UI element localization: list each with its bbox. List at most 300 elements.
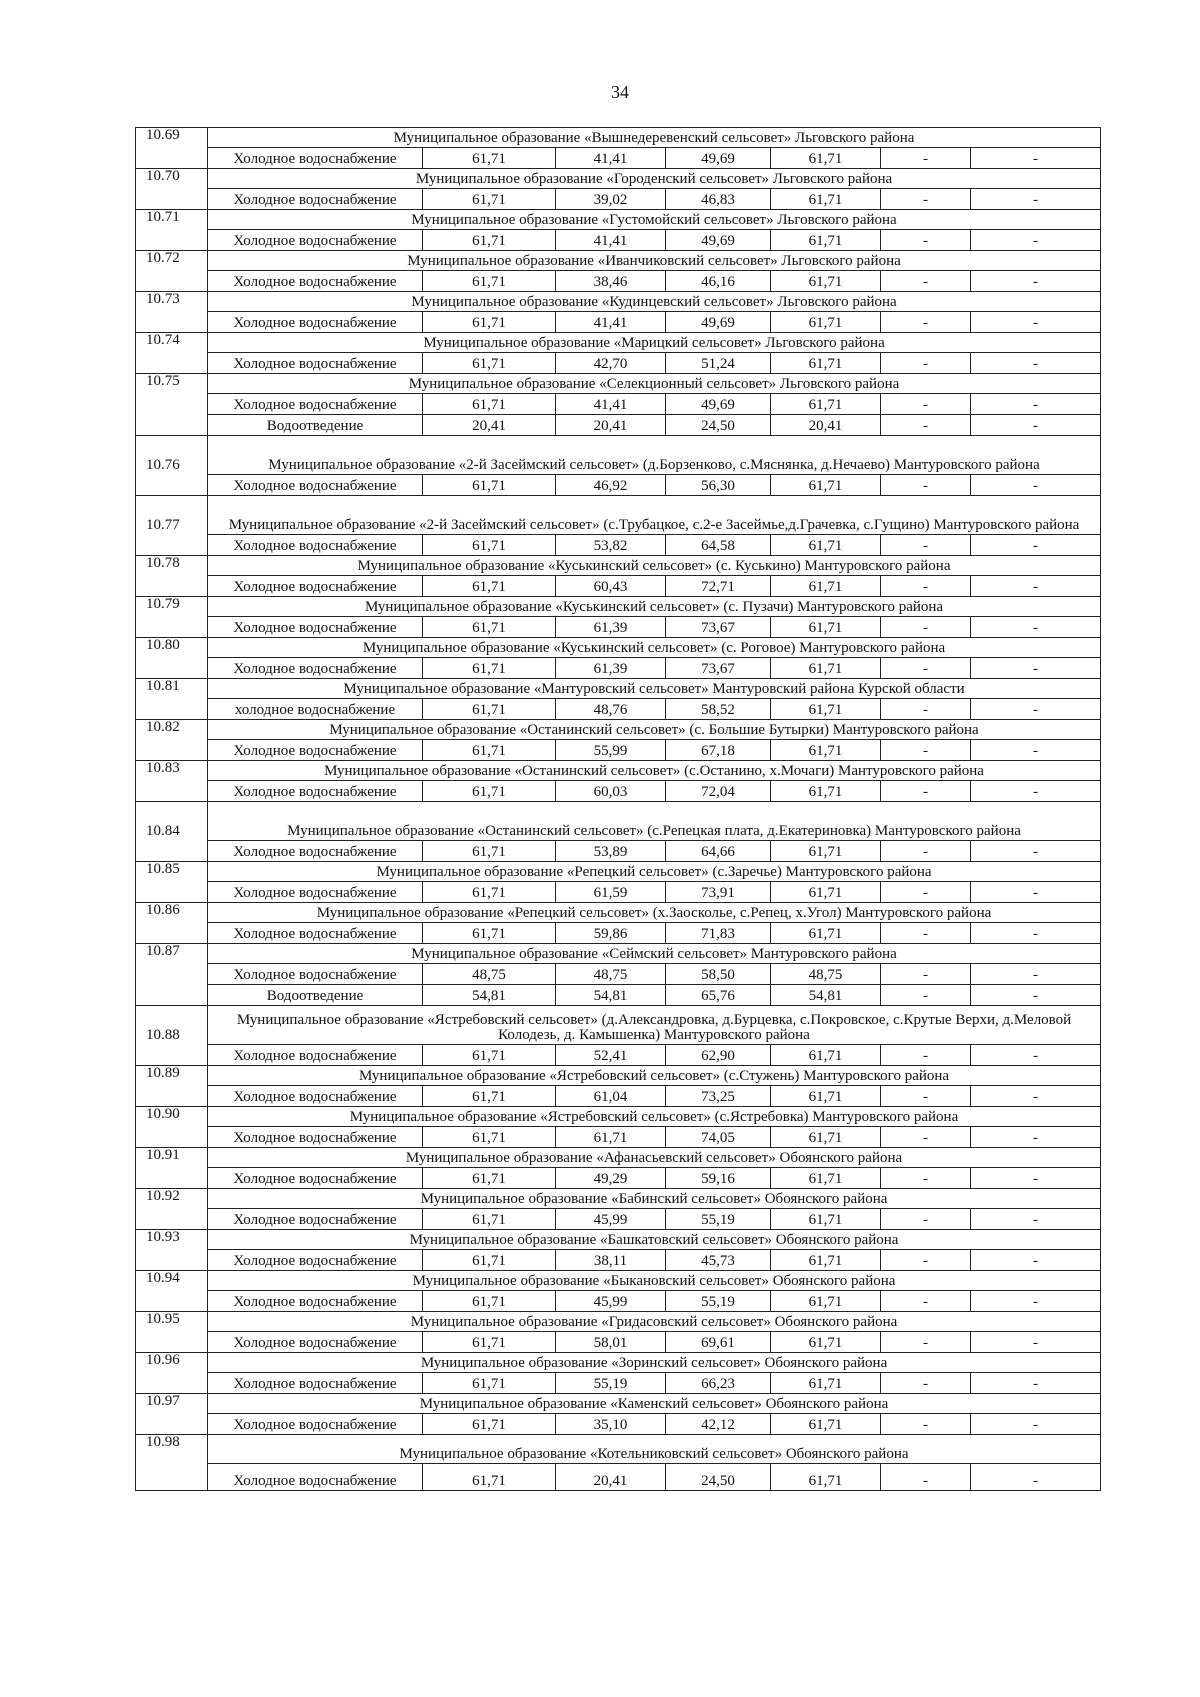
municipality-row [136, 597, 1101, 617]
service-name: Холодное водоснабжение [208, 658, 423, 679]
tariff-value: 61,71 [423, 1464, 556, 1491]
tariff-value: - [971, 1086, 1101, 1107]
tariff-value: - [881, 230, 971, 251]
tariff-value: - [881, 617, 971, 638]
municipality-title: Муниципальное образование «Быкановский сельсовет» Обоянского района [208, 1271, 1101, 1291]
tariff-value: 41,41 [556, 394, 666, 415]
tariff-value: 24,50 [666, 1464, 771, 1491]
municipality-title: Муниципальное образование «Марицкий сельсовет» Льговского района [208, 333, 1101, 353]
tariff-value: - [881, 394, 971, 415]
tariff-value: 52,41 [556, 1045, 666, 1066]
row-code: 10.92 [136, 1189, 208, 1230]
municipality-title: Муниципальное образование «Зоринский сельсовет» Обоянского района [208, 1353, 1101, 1373]
service-name: Холодное водоснабжение [208, 882, 423, 903]
service-name: Холодное водоснабжение [208, 1250, 423, 1271]
municipality-row [136, 292, 1101, 312]
tariff-value: - [881, 475, 971, 496]
municipality-title: Муниципальное образование «Городенский сельсовет» Льговского района [208, 169, 1101, 189]
tariff-value: 61,71 [423, 617, 556, 638]
tariff-value: 56,30 [666, 475, 771, 496]
service-name: Холодное водоснабжение [208, 1464, 423, 1491]
tariff-value: 20,41 [771, 415, 881, 436]
service-name: Холодное водоснабжение [208, 1086, 423, 1107]
tariff-value: 61,71 [423, 1250, 556, 1271]
municipality-row [136, 802, 1101, 841]
tariff-value: 61,71 [423, 1414, 556, 1435]
tariff-value: 61,71 [771, 1250, 881, 1271]
service-row [136, 617, 1101, 638]
municipality-title: Муниципальное образование «Куськинский сельсовет» (с. Куськино) Мантуровского района [208, 556, 1101, 576]
tariff-value: - [881, 1250, 971, 1271]
tariff-value: - [881, 1045, 971, 1066]
municipality-title: Муниципальное образование «Останинский сельсовет» (с.Останино, х.Мочаги) Мантуровского района [208, 761, 1101, 781]
municipality-title: Муниципальное образование «Останинский сельсовет» (с. Большие Бутырки) Мантуровского района [208, 720, 1101, 740]
service-name: Холодное водоснабжение [208, 964, 423, 985]
row-code: 10.71 [136, 210, 208, 251]
row-code: 10.73 [136, 292, 208, 333]
tariff-value: 45,73 [666, 1250, 771, 1271]
tariff-value: 61,71 [423, 882, 556, 903]
tariff-value: 41,41 [556, 148, 666, 169]
tariff-value: 61,71 [771, 923, 881, 944]
service-row [136, 1086, 1101, 1107]
tariff-value: 49,69 [666, 394, 771, 415]
tariff-value: 61,71 [771, 1045, 881, 1066]
service-row [136, 1291, 1101, 1312]
tariff-value: 61,71 [771, 535, 881, 556]
municipality-title: Муниципальное образование «Репецкий сельсовет» (х.Заосколье, с.Репец, х.Угол) Мантуровского района [208, 903, 1101, 923]
tariff-value: 61,04 [556, 1086, 666, 1107]
tariff-value: 46,83 [666, 189, 771, 210]
municipality-title: Муниципальное образование «Ястребовский сельсовет» (с.Стужень) Мантуровского района [208, 1066, 1101, 1086]
tariff-value: 61,71 [423, 394, 556, 415]
municipality-title: Муниципальное образование «Гридасовский сельсовет» Обоянского района [208, 1312, 1101, 1332]
tariff-value: - [971, 658, 1101, 679]
tariff-value: 61,71 [771, 1168, 881, 1189]
tariff-value: 55,19 [666, 1209, 771, 1230]
tariff-value: 54,81 [423, 985, 556, 1006]
tariff-value: - [971, 1373, 1101, 1394]
municipality-title: Муниципальное образование «Каменский сельсовет» Обоянского района [208, 1394, 1101, 1414]
row-code: 10.76 [136, 436, 208, 496]
service-name: Холодное водоснабжение [208, 1291, 423, 1312]
tariff-value: - [971, 841, 1101, 862]
tariff-value: - [881, 312, 971, 333]
tariff-value: 53,82 [556, 535, 666, 556]
municipality-row [136, 720, 1101, 740]
tariff-value: 67,18 [666, 740, 771, 761]
service-name: Холодное водоснабжение [208, 1209, 423, 1230]
service-name: Холодное водоснабжение [208, 617, 423, 638]
municipality-row [136, 1353, 1101, 1373]
tariff-value: 61,59 [556, 882, 666, 903]
tariff-value: - [881, 1373, 971, 1394]
municipality-row [136, 333, 1101, 353]
tariff-value: 61,71 [423, 1373, 556, 1394]
tariff-value: 61,71 [771, 1332, 881, 1353]
tariff-value: - [881, 740, 971, 761]
row-code: 10.85 [136, 862, 208, 903]
page-number: 34 [611, 82, 629, 102]
row-code: 10.93 [136, 1230, 208, 1271]
tariff-value: 61,71 [423, 781, 556, 802]
tariff-value: 64,66 [666, 841, 771, 862]
tariff-value: - [971, 415, 1101, 436]
service-name: Холодное водоснабжение [208, 1168, 423, 1189]
service-name: Холодное водоснабжение [208, 1373, 423, 1394]
municipality-title: Муниципальное образование «Сеймский сельсовет» Мантуровского района [208, 944, 1101, 964]
tariff-value: 61,71 [423, 699, 556, 720]
tariff-value: - [971, 535, 1101, 556]
municipality-row [136, 1394, 1101, 1414]
service-row [136, 1332, 1101, 1353]
tariff-value: - [881, 1332, 971, 1353]
tariff-value: 55,19 [556, 1373, 666, 1394]
municipality-row [136, 1066, 1101, 1086]
tariff-value: 60,43 [556, 576, 666, 597]
tariff-value: 61,71 [423, 148, 556, 169]
tariff-value: 65,76 [666, 985, 771, 1006]
service-row [136, 882, 1101, 903]
tariff-value: 59,16 [666, 1168, 771, 1189]
municipality-title: Муниципальное образование «Репецкий сельсовет» (с.Заречье) Мантуровского района [208, 862, 1101, 882]
tariff-value: 61,71 [771, 148, 881, 169]
tariff-value: 64,58 [666, 535, 771, 556]
municipality-row [136, 556, 1101, 576]
municipality-row [136, 1435, 1101, 1464]
tariff-value: 38,11 [556, 1250, 666, 1271]
service-name: Холодное водоснабжение [208, 535, 423, 556]
municipality-row [136, 944, 1101, 964]
service-row [136, 394, 1101, 415]
tariff-value: 20,41 [556, 1464, 666, 1491]
tariff-value: 24,50 [666, 415, 771, 436]
service-name: Холодное водоснабжение [208, 1332, 423, 1353]
service-name: Холодное водоснабжение [208, 576, 423, 597]
tariff-value: 74,05 [666, 1127, 771, 1148]
tariff-value: 61,71 [771, 312, 881, 333]
service-row [136, 189, 1101, 210]
service-row [136, 415, 1101, 436]
tariff-value: - [971, 394, 1101, 415]
row-code: 10.70 [136, 169, 208, 210]
tariff-value: 41,41 [556, 230, 666, 251]
tariff-value: - [881, 964, 971, 985]
row-code: 10.78 [136, 556, 208, 597]
tariff-value: 61,71 [423, 923, 556, 944]
tariff-value: 61,71 [423, 740, 556, 761]
tariff-value: 66,23 [666, 1373, 771, 1394]
municipality-row [136, 1271, 1101, 1291]
service-row [136, 1127, 1101, 1148]
municipality-row [136, 210, 1101, 230]
tariff-value: 61,71 [771, 353, 881, 374]
service-name: Холодное водоснабжение [208, 923, 423, 944]
tariff-value: 61,71 [771, 658, 881, 679]
row-code: 10.84 [136, 802, 208, 862]
tariff-value: - [971, 475, 1101, 496]
tariff-value: 45,99 [556, 1209, 666, 1230]
tariff-value: - [881, 148, 971, 169]
row-code: 10.77 [136, 496, 208, 556]
service-name: Холодное водоснабжение [208, 1127, 423, 1148]
tariff-value: 73,67 [666, 658, 771, 679]
service-name: Холодное водоснабжение [208, 1414, 423, 1435]
service-name: Холодное водоснабжение [208, 148, 423, 169]
municipality-title: Муниципальное образование «Башкатовский сельсовет» Обоянского района [208, 1230, 1101, 1250]
row-code: 10.80 [136, 638, 208, 679]
tariff-value: - [881, 1414, 971, 1435]
service-name: Холодное водоснабжение [208, 312, 423, 333]
municipality-title: Муниципальное образование «Останинский сельсовет» (с.Репецкая плата, д.Екатериновка) Мантуровского района [208, 802, 1101, 841]
municipality-row [136, 862, 1101, 882]
municipality-row [136, 761, 1101, 781]
tariff-value: 20,41 [423, 415, 556, 436]
tariff-value: - [971, 740, 1101, 761]
tariff-value: 61,71 [771, 271, 881, 292]
service-name: Водоотведение [208, 415, 423, 436]
tariff-value: 48,75 [556, 964, 666, 985]
service-row [136, 841, 1101, 862]
tariff-value: 46,92 [556, 475, 666, 496]
service-name: Холодное водоснабжение [208, 1045, 423, 1066]
service-row [136, 699, 1101, 720]
service-row [136, 353, 1101, 374]
tariff-value: - [881, 923, 971, 944]
tariff-value: 61,71 [423, 841, 556, 862]
service-row [136, 658, 1101, 679]
tariff-value: - [881, 1127, 971, 1148]
tariff-value: 61,71 [771, 1127, 881, 1148]
tariff-value: - [881, 699, 971, 720]
tariff-value: - [971, 699, 1101, 720]
tariff-value: - [971, 1464, 1101, 1491]
municipality-row [136, 169, 1101, 189]
tariff-value: 61,71 [423, 353, 556, 374]
municipality-row [136, 1148, 1101, 1168]
row-code: 10.88 [136, 1006, 208, 1066]
tariff-value: 54,81 [771, 985, 881, 1006]
service-name: Холодное водоснабжение [208, 271, 423, 292]
tariff-value: 42,12 [666, 1414, 771, 1435]
tariff-value: 58,52 [666, 699, 771, 720]
service-name: Холодное водоснабжение [208, 189, 423, 210]
tariff-value: 58,01 [556, 1332, 666, 1353]
tariff-value: 61,71 [771, 882, 881, 903]
municipality-row [136, 1006, 1101, 1045]
tariff-value: - [971, 1209, 1101, 1230]
tariff-value: - [881, 271, 971, 292]
municipality-row [136, 903, 1101, 923]
tariff-value: 72,04 [666, 781, 771, 802]
row-code: 10.95 [136, 1312, 208, 1353]
municipality-row [136, 1107, 1101, 1127]
tariff-value: 61,39 [556, 617, 666, 638]
tariff-value: - [881, 781, 971, 802]
row-code: 10.90 [136, 1107, 208, 1148]
tariff-value: - [971, 1291, 1101, 1312]
municipality-title: Муниципальное образование «Мантуровский сельсовет» Мантуровский района Курской области [208, 679, 1101, 699]
tariff-value: 61,71 [423, 189, 556, 210]
tariff-value: 61,39 [556, 658, 666, 679]
municipality-title: Муниципальное образование «Селекционный сельсовет» Льговского района [208, 374, 1101, 394]
tariff-value: - [971, 1168, 1101, 1189]
tariff-value: - [881, 658, 971, 679]
tariff-value: 61,71 [423, 1332, 556, 1353]
tariff-value: 61,71 [423, 312, 556, 333]
tariff-value: 72,71 [666, 576, 771, 597]
tariff-value: 55,99 [556, 740, 666, 761]
tariff-value: - [971, 985, 1101, 1006]
service-row [136, 1464, 1101, 1491]
tariff-value: 61,71 [771, 576, 881, 597]
municipality-title: Муниципальное образование «Кудинцевский сельсовет» Льговского района [208, 292, 1101, 312]
tariff-value: 53,89 [556, 841, 666, 862]
tariff-value: 61,71 [423, 230, 556, 251]
municipality-row [136, 251, 1101, 271]
tariff-value: 49,69 [666, 230, 771, 251]
municipality-row [136, 436, 1101, 475]
tariff-value: 49,29 [556, 1168, 666, 1189]
row-code: 10.97 [136, 1394, 208, 1435]
tariff-value: 61,71 [771, 740, 881, 761]
municipality-title: Муниципальное образование «Бабинский сельсовет» Обоянского района [208, 1189, 1101, 1209]
tariff-value: 61,71 [771, 1414, 881, 1435]
tariff-value: - [881, 535, 971, 556]
row-code: 10.98 [136, 1435, 208, 1491]
tariff-value: - [881, 415, 971, 436]
row-code: 10.89 [136, 1066, 208, 1107]
tariff-value: - [881, 576, 971, 597]
tariff-value: 73,67 [666, 617, 771, 638]
tariff-value: 61,71 [771, 1464, 881, 1491]
service-row [136, 781, 1101, 802]
tariff-value: - [971, 617, 1101, 638]
service-row [136, 230, 1101, 251]
tariff-table [135, 127, 1101, 1491]
municipality-row [136, 679, 1101, 699]
tariff-value: 61,71 [556, 1127, 666, 1148]
tariff-value: 61,71 [423, 1291, 556, 1312]
tariff-value: 73,91 [666, 882, 771, 903]
tariff-value: - [971, 353, 1101, 374]
row-code: 10.72 [136, 251, 208, 292]
tariff-value: - [971, 923, 1101, 944]
municipality-row [136, 638, 1101, 658]
service-row [136, 475, 1101, 496]
municipality-title: Муниципальное образование «2-й Засеймский сельсовет» (д.Борзенково, с.Мяснянка, д.Нечаево) Мантуровского района [208, 436, 1101, 475]
tariff-value: 61,71 [771, 617, 881, 638]
municipality-title: Муниципальное образование «Ястребовский сельсовет» (с.Ястребовка) Мантуровского района [208, 1107, 1101, 1127]
tariff-value: 61,71 [423, 1127, 556, 1148]
service-row [136, 271, 1101, 292]
tariff-value: 39,02 [556, 189, 666, 210]
tariff-value: - [971, 964, 1101, 985]
service-row [136, 535, 1101, 556]
municipality-title: Муниципальное образование «Ястребовский сельсовет» (д.Александровка, д.Бурцевка, с.Покровское, с.Крутые Верхи, д.Меловой Колодезь, д. Камышенка) Мантуровского района [208, 1006, 1101, 1045]
service-row [136, 1414, 1101, 1435]
service-name: Холодное водоснабжение [208, 781, 423, 802]
tariff-value: - [971, 1332, 1101, 1353]
tariff-value: 58,50 [666, 964, 771, 985]
tariff-value: - [971, 781, 1101, 802]
municipality-row [136, 1230, 1101, 1250]
tariff-value: 42,70 [556, 353, 666, 374]
municipality-row [136, 1312, 1101, 1332]
municipality-title: Муниципальное образование «Густомойский сельсовет» Льговского района [208, 210, 1101, 230]
service-row [136, 923, 1101, 944]
tariff-value: 61,71 [423, 1168, 556, 1189]
tariff-value: 48,75 [771, 964, 881, 985]
tariff-value: - [881, 1291, 971, 1312]
tariff-value: - [971, 1045, 1101, 1066]
tariff-value: 61,71 [771, 230, 881, 251]
service-row [136, 964, 1101, 985]
service-row [136, 1373, 1101, 1394]
row-code: 10.75 [136, 374, 208, 436]
tariff-value: - [881, 841, 971, 862]
row-code: 10.86 [136, 903, 208, 944]
tariff-value: 54,81 [556, 985, 666, 1006]
tariff-value: 41,41 [556, 312, 666, 333]
municipality-title: Муниципальное образование «Котельниковский сельсовет» Обоянского района [208, 1435, 1101, 1464]
municipality-title: Муниципальное образование «Иванчиковский сельсовет» Льговского района [208, 251, 1101, 271]
tariff-value: 61,71 [423, 576, 556, 597]
municipality-title: Муниципальное образование «Вышнедеревенский сельсовет» Льговского района [208, 128, 1101, 148]
tariff-value: 61,71 [771, 699, 881, 720]
tariff-value: - [971, 1127, 1101, 1148]
tariff-value: - [971, 230, 1101, 251]
service-name: Холодное водоснабжение [208, 841, 423, 862]
tariff-value: 49,69 [666, 312, 771, 333]
tariff-value: 61,71 [423, 1209, 556, 1230]
tariff-value: 71,83 [666, 923, 771, 944]
tariff-value: 61,71 [423, 1045, 556, 1066]
row-code: 10.91 [136, 1148, 208, 1189]
municipality-title: Муниципальное образование «Куськинский сельсовет» (с. Роговое) Мантуровского района [208, 638, 1101, 658]
tariff-value: 61,71 [771, 781, 881, 802]
tariff-value: 61,71 [423, 535, 556, 556]
municipality-title: Муниципальное образование «Афанасьевский сельсовет» Обоянского района [208, 1148, 1101, 1168]
tariff-value: 46,16 [666, 271, 771, 292]
service-name: холодное водоснабжение [208, 699, 423, 720]
tariff-value: 48,76 [556, 699, 666, 720]
row-code: 10.79 [136, 597, 208, 638]
tariff-value: 61,71 [771, 475, 881, 496]
municipality-title: Муниципальное образование «Куськинский сельсовет» (с. Пузачи) Мантуровского района [208, 597, 1101, 617]
tariff-value: - [971, 312, 1101, 333]
service-row [136, 740, 1101, 761]
tariff-value: 73,25 [666, 1086, 771, 1107]
tariff-value: - [971, 1250, 1101, 1271]
tariff-value: 69,61 [666, 1332, 771, 1353]
service-row [136, 1250, 1101, 1271]
service-name: Водоотведение [208, 985, 423, 1006]
row-code: 10.96 [136, 1353, 208, 1394]
tariff-value: 61,71 [423, 658, 556, 679]
service-row [136, 1168, 1101, 1189]
tariff-value: - [971, 576, 1101, 597]
service-row [136, 1209, 1101, 1230]
service-name: Холодное водоснабжение [208, 740, 423, 761]
tariff-value: - [881, 1464, 971, 1491]
tariff-value: - [881, 189, 971, 210]
tariff-value: - [971, 148, 1101, 169]
tariff-value: 61,71 [423, 271, 556, 292]
tariff-value: 61,71 [771, 1086, 881, 1107]
tariff-value: 59,86 [556, 923, 666, 944]
tariff-value: - [881, 985, 971, 1006]
